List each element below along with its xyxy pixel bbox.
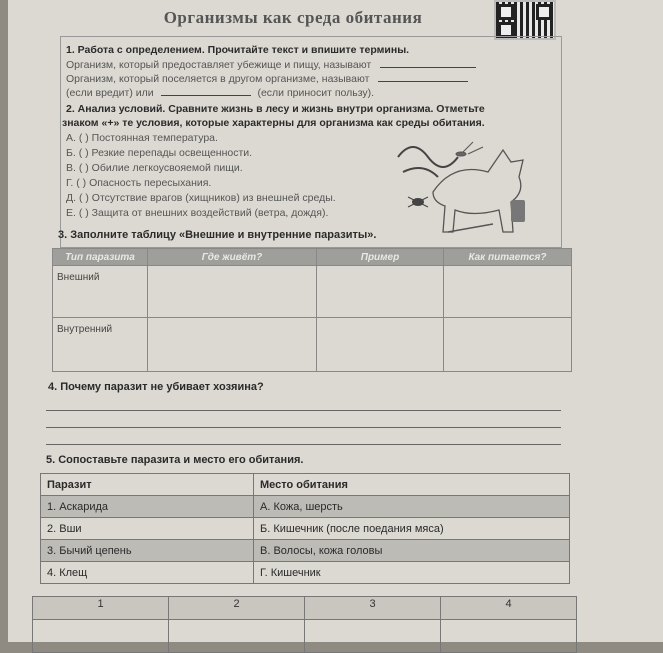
dog-outline-icon <box>433 150 523 232</box>
answer-cell[interactable] <box>148 318 317 372</box>
task2-option-c[interactable]: В. ( ) Обилие легкоусвояемой пищи. <box>66 162 243 174</box>
answer-blank[interactable] <box>378 72 468 82</box>
task1-line3-left: (если вредит) или <box>66 87 154 99</box>
task3-heading: 3. Заполните таблицу «Внешние и внутренние паразиты». <box>58 229 377 241</box>
qr-corner <box>498 4 514 20</box>
table-row <box>41 540 570 562</box>
table-header-row <box>41 474 570 496</box>
worksheet-page <box>8 0 663 642</box>
row-label-internal: Внутренний <box>53 318 148 372</box>
habitat-cell: А. Кожа, шерсть <box>254 496 570 518</box>
needle-icon <box>448 224 493 232</box>
answer-number: 1 <box>33 597 169 620</box>
answer-line[interactable] <box>46 410 561 411</box>
answer-cell[interactable] <box>148 266 317 318</box>
task1-line2 <box>66 72 468 86</box>
table-row <box>41 496 570 518</box>
parasite-cell: 3. Бычий цепень <box>41 540 254 562</box>
answer-number: 3 <box>305 597 441 620</box>
tick-icon <box>408 197 428 207</box>
answer-number: 4 <box>441 597 577 620</box>
table-row <box>41 562 570 584</box>
col-parasite: Паразит <box>41 474 254 496</box>
answer-cell[interactable] <box>169 620 305 653</box>
answer-cell[interactable] <box>33 620 169 653</box>
habitat-cell: Г. Кишечник <box>254 562 570 584</box>
parasite-cell: 2. Вши <box>41 518 254 540</box>
task2-heading-cont: знаком «+» те условия, которые характерны для организма как среды обитания. <box>62 117 485 129</box>
answer-line[interactable] <box>46 427 561 428</box>
task1-line1-text: Организм, который предоставляет убежище и пищу, называют <box>66 59 372 71</box>
habitat-cell: Б. Кишечник (после поедания мяса) <box>254 518 570 540</box>
answer-cell[interactable] <box>444 266 572 318</box>
worm-icon <box>398 147 458 177</box>
task1-line3 <box>66 86 374 100</box>
answer-letters-row <box>33 620 577 653</box>
answer-cell[interactable] <box>305 620 441 653</box>
table-row <box>53 266 572 318</box>
task2-option-b[interactable]: Б. ( ) Резкие перепады освещенности. <box>66 147 253 159</box>
task1-line1 <box>66 58 476 72</box>
task2-option-a[interactable]: А. ( ) Постоянная температура. <box>66 132 218 144</box>
parasite-cell: 1. Аскарида <box>41 496 254 518</box>
task2-option-d[interactable]: Г. ( ) Опасность пересыхания. <box>66 177 212 189</box>
qr-code <box>494 0 556 40</box>
parasites-table <box>52 248 572 372</box>
table-row <box>41 518 570 540</box>
answer-number: 2 <box>169 597 305 620</box>
answer-cell[interactable] <box>444 318 572 372</box>
answer-cell[interactable] <box>317 318 444 372</box>
task1-heading: 1. Работа с определением. Прочитайте текст и впишите термины. <box>66 44 410 56</box>
parasites-illustration <box>393 132 543 242</box>
task2-option-f[interactable]: Е. ( ) Защита от внешних воздействий (ветра, дождя). <box>66 207 329 219</box>
mosquito-icon <box>456 142 483 156</box>
col-type: Тип паразита <box>53 249 148 266</box>
answer-line[interactable] <box>46 444 561 445</box>
col-where: Где живёт? <box>148 249 317 266</box>
task1-line2-text: Организм, который поселяется в другом организме, называют <box>66 73 370 85</box>
matching-table <box>40 473 570 584</box>
table-header-row <box>53 249 572 266</box>
answer-blank[interactable] <box>380 58 476 68</box>
col-feeding: Как питается? <box>444 249 572 266</box>
habitat-cell: В. Волосы, кожа головы <box>254 540 570 562</box>
row-label-external: Внешний <box>53 266 148 318</box>
answer-grid <box>32 596 577 653</box>
task2-heading: 2. Анализ условий. Сравните жизнь в лесу и жизнь внутри организма. Отметьте <box>66 103 485 115</box>
task5-heading: 5. Сопоставьте паразита и место его обитания. <box>46 454 304 466</box>
task1-line3-right: (если приносит пользу). <box>257 87 375 99</box>
col-example: Пример <box>317 249 444 266</box>
task4-heading: 4. Почему паразит не убивает хозяина? <box>48 381 264 393</box>
thread-spool-icon <box>511 200 525 222</box>
answer-cell[interactable] <box>441 620 577 653</box>
qr-corner <box>536 4 552 20</box>
table-row <box>53 318 572 372</box>
page-title: Организмы как среда обитания <box>163 8 423 27</box>
col-habitat: Место обитания <box>254 474 570 496</box>
answer-numbers-row <box>33 597 577 620</box>
answer-blank[interactable] <box>161 86 251 96</box>
task2-option-e[interactable]: Д. ( ) Отсутствие врагов (хищников) из внешней среды. <box>66 192 336 204</box>
answer-cell[interactable] <box>317 266 444 318</box>
parasite-cell: 4. Клещ <box>41 562 254 584</box>
